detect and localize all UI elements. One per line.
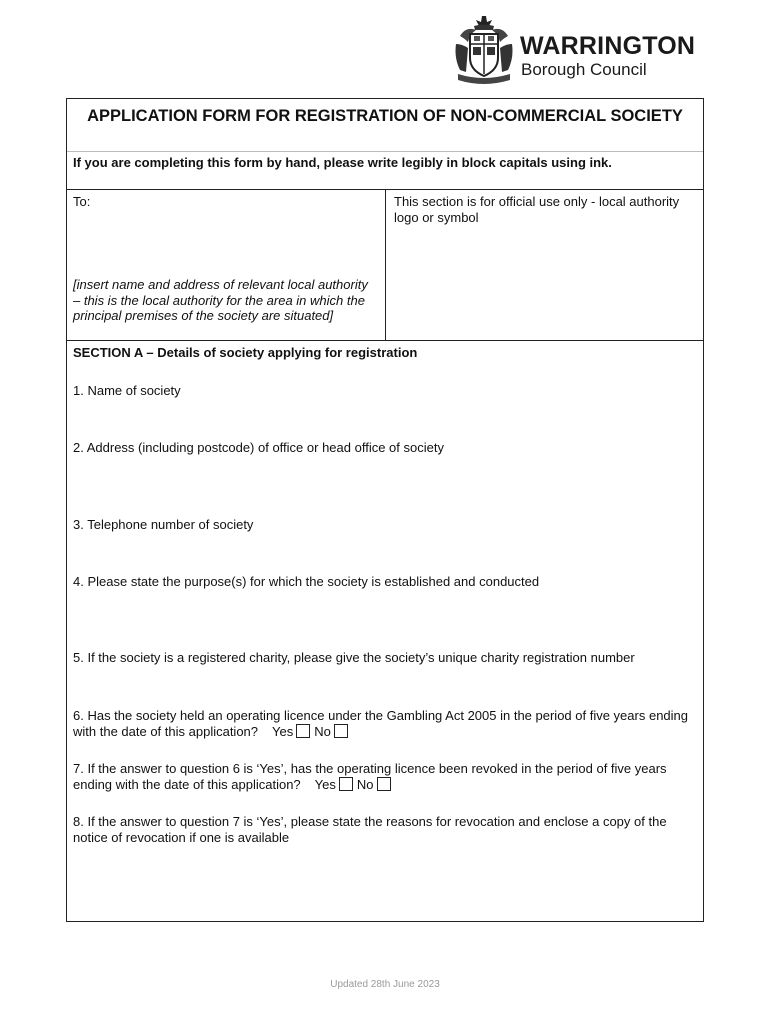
form-title: APPLICATION FORM FOR REGISTRATION OF NON-COMMERCIAL SOCIETY (87, 107, 683, 125)
to-label: To: (73, 194, 91, 209)
to-address-field[interactable] (67, 190, 386, 341)
official-use-cell (386, 190, 703, 341)
question-5-label: 5. If the society is a registered charity, please give the society’s unique charity registration number (73, 650, 635, 665)
form-instruction: If you are completing this form by hand, please write legibly in block capitals using ink. (73, 155, 612, 170)
coat-of-arms-icon (452, 14, 516, 86)
footer-updated-date: Updated 28th June 2023 (330, 979, 440, 990)
q6-no-label: No (314, 724, 331, 739)
question-3-label: 3. Telephone number of society (73, 517, 254, 532)
question-7-licence-revoked (73, 761, 697, 793)
question-2-label: 2. Address (including postcode) of office or head office of society (73, 440, 444, 455)
title-row (67, 99, 703, 152)
q7-no-label: No (356, 777, 374, 792)
question-3-telephone[interactable] (73, 517, 697, 533)
question-8-revocation-reasons[interactable] (73, 814, 697, 846)
q6-no-checkbox[interactable] (334, 724, 348, 738)
question-2-address[interactable] (73, 440, 697, 456)
question-6-operating-licence (73, 708, 697, 740)
to-note: [insert name and address of relevant local authority – this is the local authority for the area in which the principal premises of the society are situated] (73, 277, 368, 323)
section-a-heading: SECTION A – Details of society applying for registration (73, 345, 418, 360)
question-1-label: 1. Name of society (73, 383, 181, 398)
question-8-label: 8. If the answer to question 7 is ‘Yes’, please state the reasons for revocation and enclose a copy of the notice of revocation if one is available (73, 814, 667, 845)
q7-yes-label: Yes (314, 777, 336, 792)
question-4-purpose[interactable] (73, 574, 697, 590)
q6-yes-checkbox[interactable] (296, 724, 310, 738)
question-6-label: 6. Has the society held an operating licence under the Gambling Act 2005 in the period of five years ending with the date of this application? (73, 708, 688, 739)
question-7-label: 7. If the answer to question 6 is ‘Yes’, has the operating licence been revoked in the period of five years ending with the date of this application? (73, 761, 667, 792)
application-form (66, 98, 704, 922)
logo-name: WARRINGTON (520, 32, 696, 60)
q7-yes-checkbox[interactable] (339, 777, 353, 791)
logo-subtitle: Borough Council (521, 60, 647, 79)
section-a (67, 341, 703, 921)
question-5-charity-number[interactable] (73, 650, 697, 666)
q6-yes-label: Yes (272, 724, 294, 739)
question-4-label: 4. Please state the purpose(s) for which the society is established and conducted (73, 574, 540, 589)
instruction-row (67, 152, 703, 190)
question-1-name-of-society[interactable] (73, 383, 697, 399)
q7-no-checkbox[interactable] (377, 777, 391, 791)
official-use-note: This section is for official use only - local authority logo or symbol (394, 194, 680, 225)
council-logo (452, 14, 712, 86)
